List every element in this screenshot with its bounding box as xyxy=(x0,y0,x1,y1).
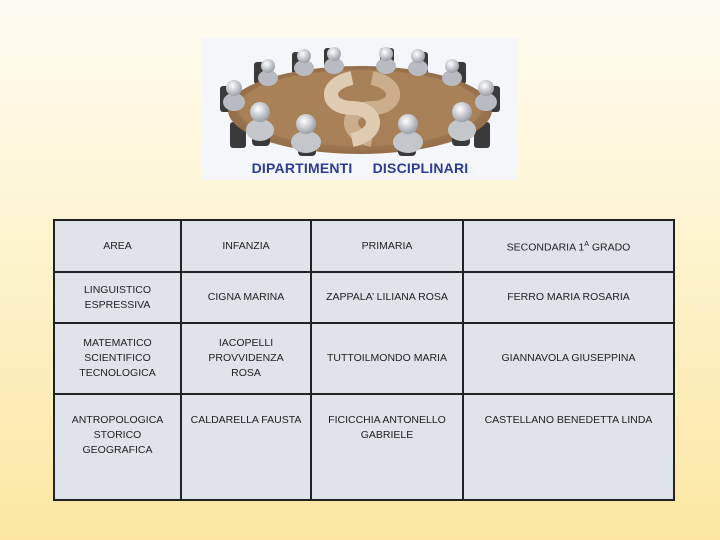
header-secondaria xyxy=(463,220,674,272)
area-line: SCIENTIFICO xyxy=(84,352,151,364)
secondaria-cell: FERRO MARIA ROSARIA xyxy=(463,272,674,323)
area-line: TECNOLOGICA xyxy=(79,367,156,379)
area-line: ANTROPOLOGICA xyxy=(71,414,164,426)
header-infanzia: INFANZIA xyxy=(181,220,311,272)
secondaria-cell: GIANNAVOLA GIUSEPPINA xyxy=(463,323,674,394)
secondaria-cell: CASTELLANO BENEDETTA LINDA xyxy=(463,394,674,500)
table-row xyxy=(54,272,674,323)
table-row xyxy=(54,394,674,500)
primaria-cell: TUTTOILMONDO MARIA xyxy=(311,323,463,394)
area-cell xyxy=(54,394,181,500)
primaria-line: FICICCHIA ANTONELLO xyxy=(328,414,446,426)
infanzia-line: IACOPELLI PROVVIDENZA xyxy=(208,337,284,364)
area-line: LINGUISTICO xyxy=(83,283,152,296)
meeting-banner-image xyxy=(202,38,518,180)
caption-dipartimenti: DIPARTIMENTI xyxy=(251,160,353,176)
table-row xyxy=(54,323,674,394)
primaria-line: GABRIELE xyxy=(360,429,414,441)
infanzia-cell: CIGNA MARINA xyxy=(181,272,311,323)
table-header-row xyxy=(54,220,674,272)
banner-caption xyxy=(202,160,518,176)
departments-table xyxy=(53,219,675,501)
header-secondaria-main: SECONDARIA 1 xyxy=(506,241,585,254)
header-secondaria-tail: GRADO xyxy=(588,241,631,254)
header-primaria: PRIMARIA xyxy=(311,220,463,272)
primaria-cell xyxy=(311,394,463,500)
area-line: ESPRESSIVA xyxy=(84,298,151,311)
caption-disciplinari: DISCIPLINARI xyxy=(372,160,469,176)
infanzia-cell: CALDARELLA FAUSTA xyxy=(181,394,311,500)
meeting-table-illustration xyxy=(202,38,518,180)
primaria-cell: ZAPPALA’ LILIANA ROSA xyxy=(311,272,463,323)
header-secondaria-sup: A xyxy=(584,240,589,248)
area-line: MATEMATICO xyxy=(83,337,152,349)
infanzia-cell xyxy=(181,323,311,394)
area-cell xyxy=(54,272,181,323)
header-area: AREA xyxy=(54,220,181,272)
area-line: GEOGRAFICA xyxy=(82,444,153,456)
infanzia-line: ROSA xyxy=(231,367,261,379)
area-line: STORICO xyxy=(93,429,142,441)
area-cell xyxy=(54,323,181,394)
